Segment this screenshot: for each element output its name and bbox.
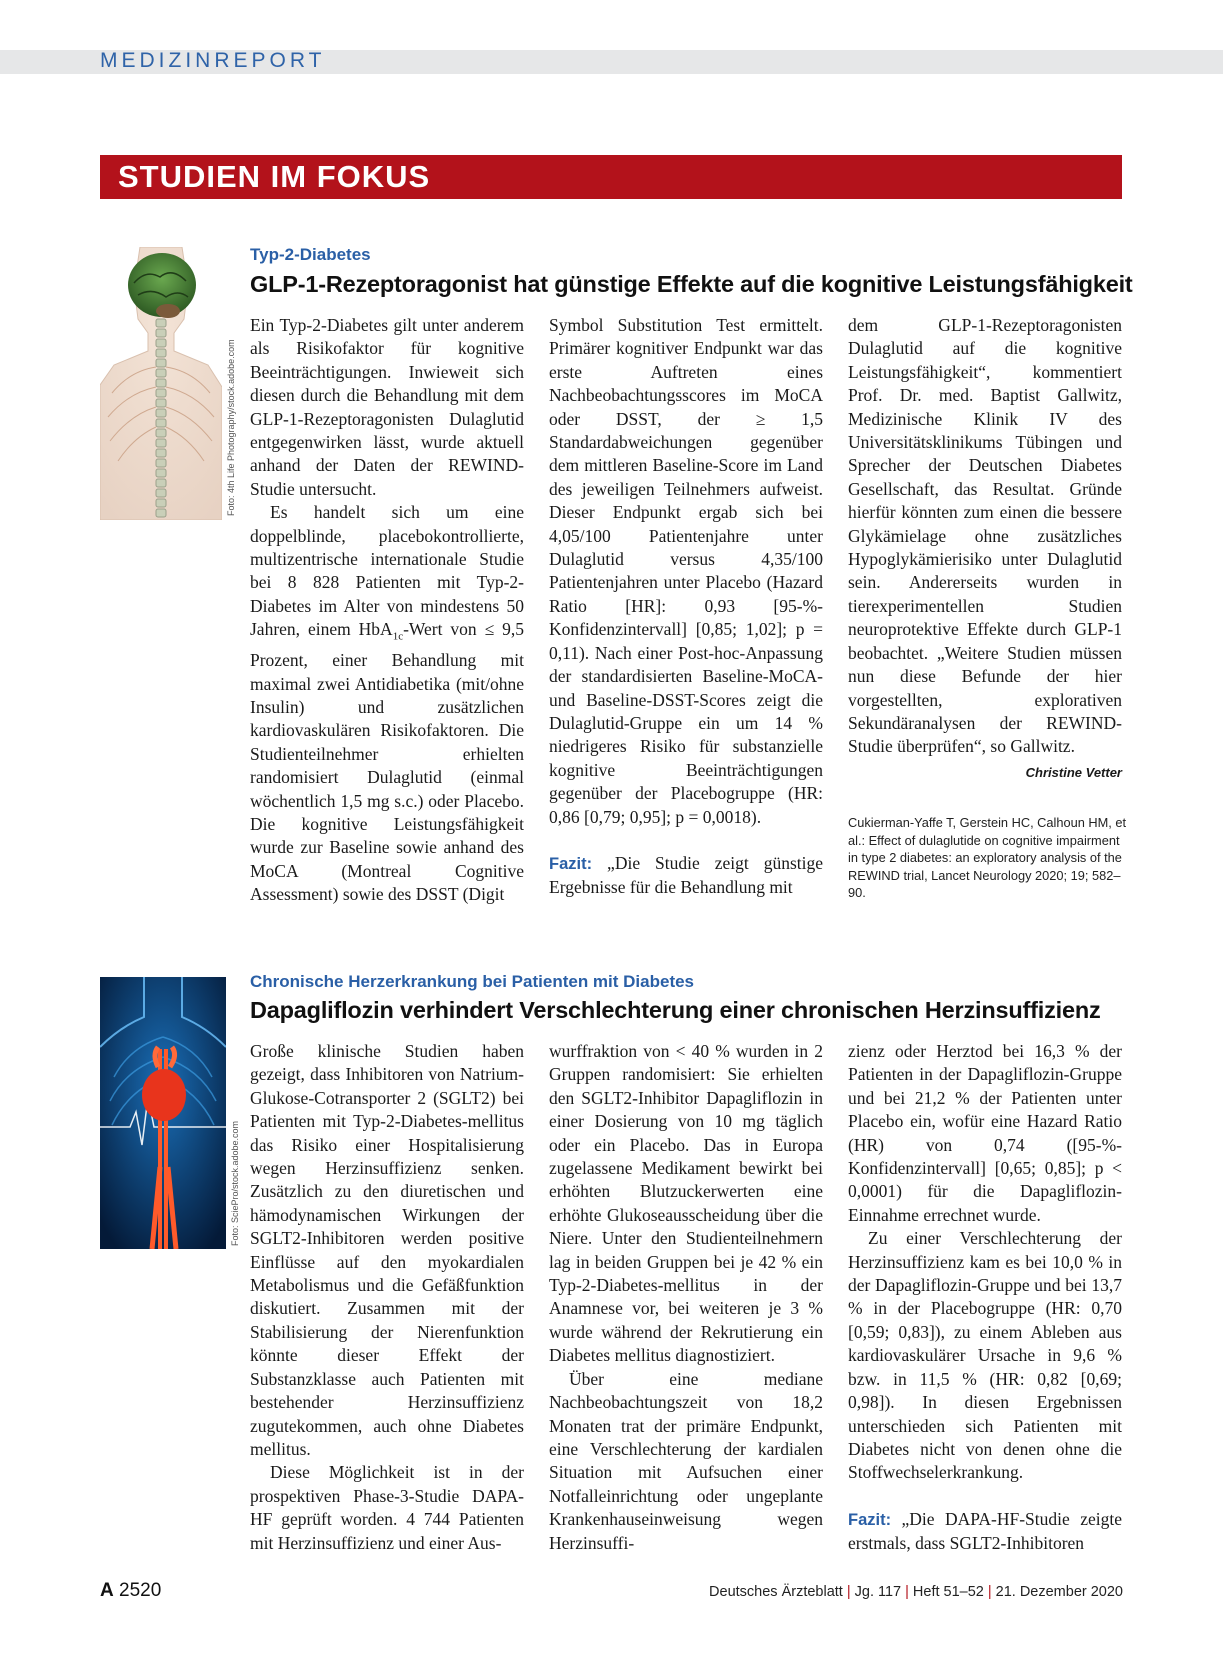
paragraph: Symbol Substitution Test ermittelt. Primärer kognitiver Endpunkt war das erste Auftreten eines Nachbeobachtungsscores im MoCA oder DSST, der ≥ 1,5 Standardabweichungen gegenüber dem mittleren Baseline-Score im Land des jeweiligen Teilnehmers aufweist. Dieser Endpunkt ergab sich bei 4,05/100 Patientenjahre unter Dulaglutid versus 4,35/100 Patientenjahren unter Placebo (Hazard Ratio [HR]: 0,93 [95-%-Konfidenzintervall] [0,85; 1,02]; p = 0,11). Nach einer Post-hoc-Anpassung der standardisierten Baseline-MoCA- und Baseline-DSST-Scores zeigt die Dulaglutid-Gruppe ein um 14 % niedrigeres Risiko für substanzielle kognitive Beeinträchtigungen gegenüber der Placebogruppe (HR: 0,86 [0,79; 0,95]; p = 0,0018). <box>549 315 823 827</box>
text: -Wert von ≤ 9,5 Prozent, einer Behandlung mit maximal zwei Antidiabetika (mit/ohne Insulin) und zusätzlichen kardiovaskulären Risikofaktoren. Die Studienteilnehmer erhielten randomisiert Dulaglutid (einmal wöchentlich 1,5 mg s.c.) oder Placebo. Die kognitive Leistungsfähigkeit wurde zur Baseline sowie anhand des MoCA (Montreal Cognitive Assessment) sowie des DSST (Digit <box>250 619 524 905</box>
journal-date: 21. Dezember 2020 <box>995 1584 1123 1600</box>
photo-credit-1: Foto: 4th Life Photography/stock.adobe.com <box>226 339 236 516</box>
divider: | <box>846 1584 851 1600</box>
fazit-paragraph <box>549 852 823 900</box>
article2-column-3 <box>848 1040 1122 1556</box>
section-label: MEDIZINREPORT <box>100 49 326 72</box>
article1-kicker: Typ-2-Diabetes <box>250 245 371 264</box>
article1-column-1 <box>250 314 524 907</box>
text: Es handelt sich um eine doppelblinde, placebokontrollierte, multizentrische internationale Studie bei 8 828 Patienten mit Typ-2-Diabetes im Alter von mindestens 50 Jahren, einem HbA <box>250 502 524 640</box>
fazit-paragraph <box>848 1508 1122 1556</box>
reference-citation: Cukierman-Yaffe T, Gerstein HC, Calhoun HM, et al.: Effect of dulaglutide on cognitive impairment in type 2 diabetes: an exploratory analysis of the REWIND trial, Lancet Neurology 2020; 19; 582–90. <box>848 815 1127 900</box>
subscript: 1c <box>392 630 404 643</box>
folio-prefix: A <box>100 1580 114 1601</box>
divider: | <box>905 1584 909 1600</box>
article2-headline: Dapagliflozin verhindert Verschlechterung einer chronischen Herzinsuffizienz <box>250 997 1101 1023</box>
article1-headline: GLP-1-Rezeptoragonist hat günstige Effekte auf die kognitive Leistungsfähigkeit <box>250 271 1133 297</box>
page-number <box>100 1580 161 1602</box>
section-banner <box>100 155 1122 199</box>
article1-column-3 <box>848 314 1122 784</box>
journal-issue: Heft 51–52 <box>912 1584 984 1600</box>
paragraph: Große klinische Studien haben gezeigt, dass Inhibitoren von Natrium-Glukose-Cotransporter 2 (SGLT2) bei Patienten mit Typ-2-Diabetes-mellitus das Risiko einer Hospitalisierung wegen Herzinsuffizienz senken. Zusätzlich zu den diuretischen und hämodynamischen Wirkungen der SGLT2-Inhibitoren werden positive Einflüsse auf den myokardialen Metabolismus und die Gefäßfunktion diskutiert. Zusammen mit der Stabilisierung der Nierenfunktion könnte dieser Effekt der Substanzklasse auch Patienten mit bestehender Herzinsuffizienz zugutekommen, auch ohne Diabetes mellitus. <box>250 1041 524 1459</box>
paragraph: wurffraktion von < 40 % wurden in 2 Gruppen randomisiert: Sie erhielten den SGLT2-Inhibitor Dapagliflozin in einer Dosierung von 10 mg täglich oder ein Placebo. Das in Europa zugelassene Medikament bewirkt bei erhöhten Blutzuckerwerten eine erhöhte Glukoseausscheidung über die Niere. Unter den Studienteilnehmern lag in beiden Gruppen bei je 42 % ein Typ-2-Diabetes-mellitus in der Anamnese vor, bei weiteren je 3 % wurde während der Rekrutierung ein Diabetes mellitus diagnostiziert. <box>549 1041 823 1366</box>
text: „Die Studie zeigt günstige Ergebnisse für die Behandlung mit <box>549 852 823 898</box>
paragraph: Über eine mediane Nachbeobachtungszeit von 18,2 Monaten trat der primäre Endpunkt, eine Verschlechterung der kardialen Situation mit Aufsuchen einer Notfalleinrichtung oder ungeplante Krankenhauseinweisung wegen Herzinsuffi- <box>549 1368 823 1553</box>
heart-xray-illustration <box>100 977 226 1249</box>
journal-info <box>709 1584 1123 1600</box>
text: „Die DAPA-HF-Studie zeigte erstmals, dass SGLT2-Inhibitoren <box>848 1508 1122 1554</box>
brain-spine-photo <box>100 247 222 520</box>
paragraph: Ein Typ-2-Diabetes gilt unter anderem als Risikofaktor für kognitive Beeinträchtigungen. Inwieweit sich diesen durch die Behandlung mit dem GLP-1-Rezeptoragonisten Dulaglutid entgegenwirken lässt, wurde aktuell anhand der Daten der REWIND-Studie untersucht. <box>250 315 524 499</box>
paragraph: dem GLP-1-Rezeptoragonisten Dulaglutid auf die kognitive Leistungsfähigkeit“, kommentiert Prof. Dr. med. Baptist Gallwitz, Medizinische Klinik IV des Universitätsklinikums Tübingen und Sprecher der Deutschen Diabetes Gesellschaft, das Resultat. Gründe hierfür könnten zum einen die bessere Glykämielage ohne zusätzliches Hypoglykämierisiko unter Dulaglutid sein. Andererseits wurden in tierexperimentellen Studien neuroprotektive Effekte durch GLP-1 beobachtet. „Weitere Studien müssen nun diese Befunde der hier vorgestellten, explorativen Sekundäranalysen der REWIND-Studie überprüfen“, so Gallwitz. <box>848 315 1122 757</box>
brain-spine-illustration <box>100 247 222 520</box>
fazit-label: Fazit: <box>549 854 593 873</box>
paragraph: zienz oder Herztod bei 16,3 % der Patienten in der Dapagliflozin-Gruppe und bei 21,2 % der Patienten unter Placebo ein, wofür eine Hazard Ratio (HR) von 0,74 ([95-%-Konfidenzintervall] [0,65; 0,85]; p < 0,0001) für die Dapagliflozin-Einnahme errechnet wurde. <box>848 1041 1122 1225</box>
paragraph: Zu einer Verschlechterung der Herzinsuffizienz kam es bei 10,0 % in der Dapagliflozin-Gruppe und bei 13,7 % in der Placebogruppe (HR: 0,70 [0,59; 0,83]), zu einem Ableben aus kardiovaskulärer Ursache in 9,6 % bzw. in 11,5 % (HR: 0,82 [0,69; 0,98]). In diesen Ergebnissen unterschieden sich Patienten mit Diabetes nicht von denen ohne die Stoffwechselerkrankung. <box>848 1228 1122 1483</box>
folio-number: 2520 <box>119 1580 162 1601</box>
article2-kicker: Chronische Herzerkrankung bei Patienten mit Diabetes <box>250 972 695 991</box>
photo-credit-2: Foto: SciePro/stock.adobe.com <box>230 1120 240 1246</box>
heart-xray-photo <box>100 977 226 1249</box>
journal-name: Deutsches Ärzteblatt <box>709 1584 843 1600</box>
banner-title: STUDIEN IM FOKUS <box>118 159 431 194</box>
journal-volume: Jg. 117 <box>854 1584 902 1600</box>
article2-column-2 <box>549 1040 823 1555</box>
article1-column-2 <box>549 314 823 900</box>
divider: | <box>987 1584 992 1600</box>
author-name: Christine Vetter <box>1025 764 1122 780</box>
paragraph: Diese Möglichkeit ist in der prospektiven Phase-3-Studie DAPA-HF geprüft worden. 4 744 Patienten mit Herzinsuffizienz und einer Aus- <box>250 1462 524 1553</box>
article2-column-1 <box>250 1040 524 1555</box>
paragraph <box>250 501 524 906</box>
fazit-label: Fazit: <box>848 1510 892 1529</box>
